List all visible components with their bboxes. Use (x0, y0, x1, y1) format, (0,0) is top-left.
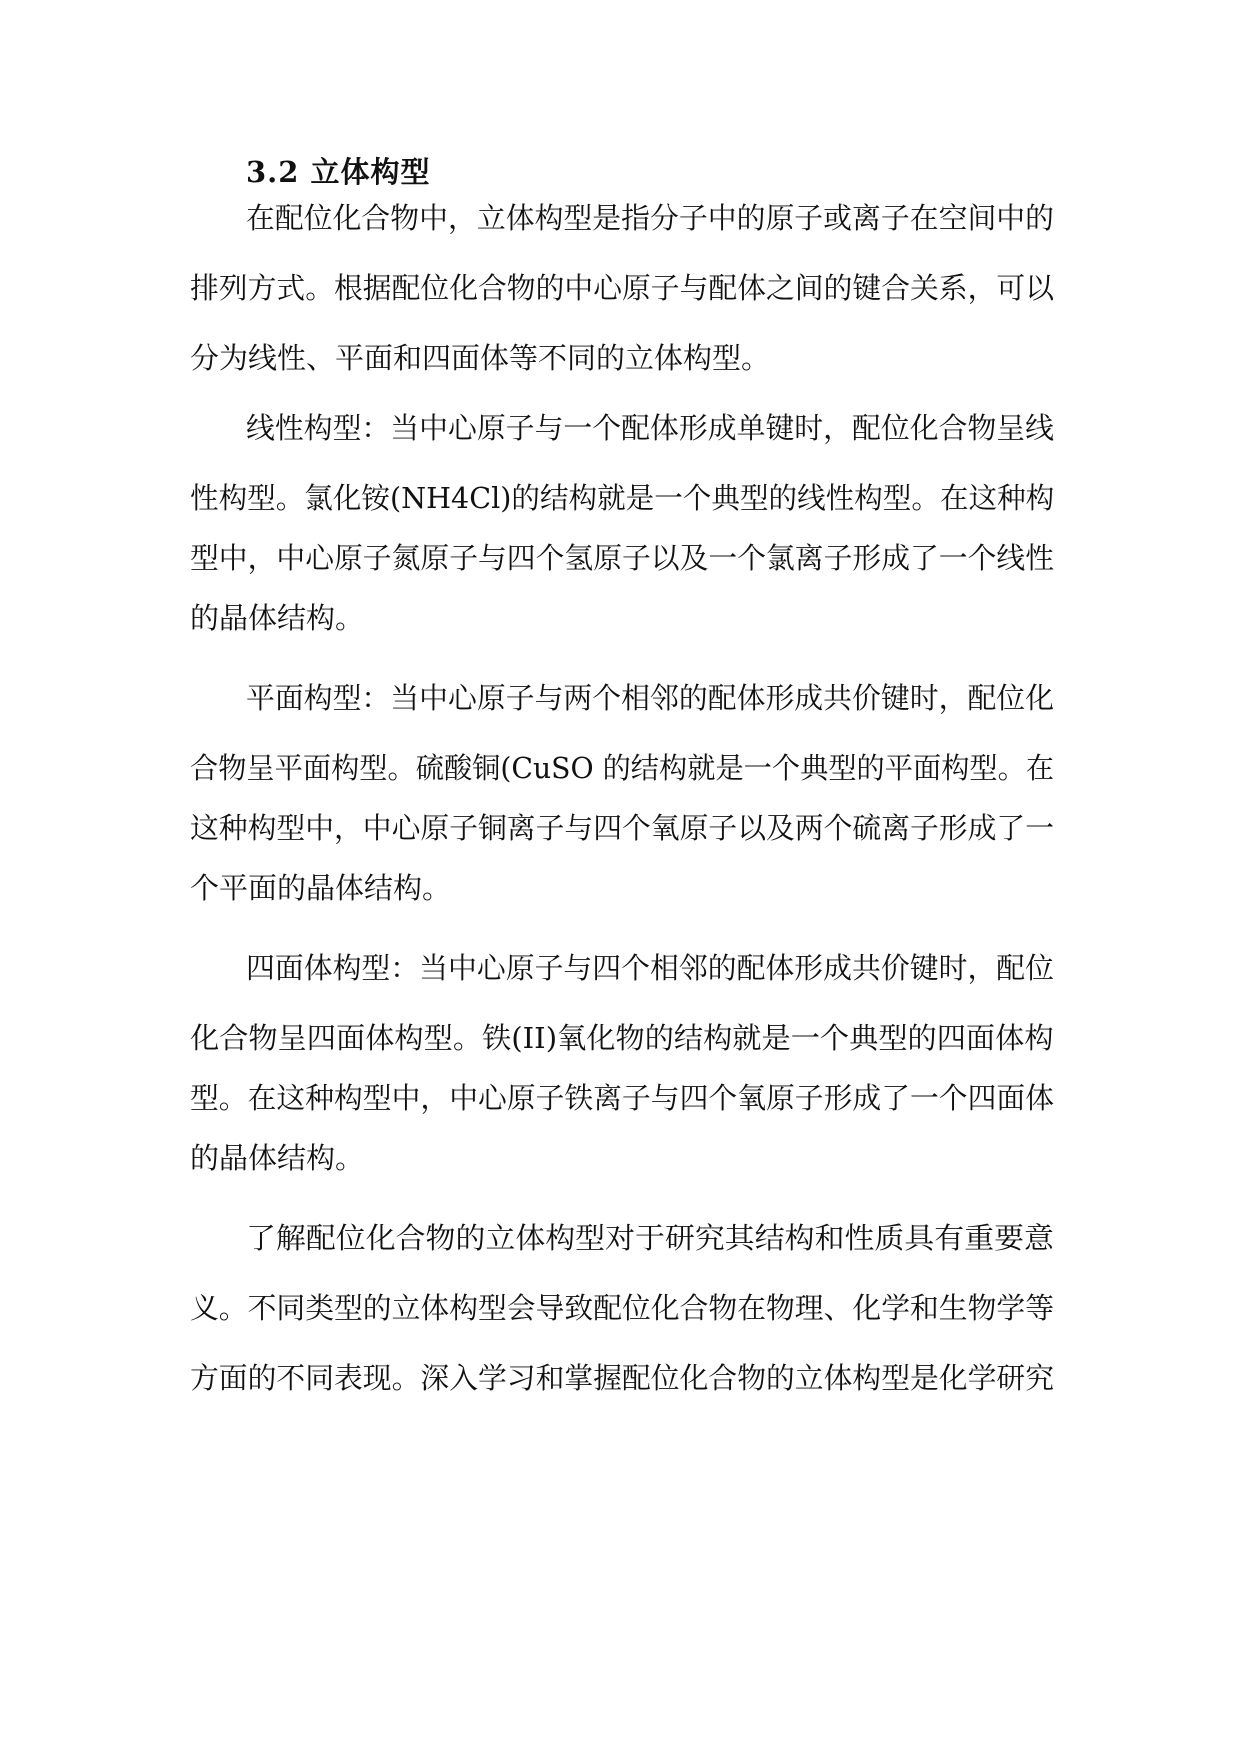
text-line: 平面构型：当中心原子与两个相邻的配体形成共价键时，配位化 (246, 681, 1055, 715)
text-line: 分为线性、平面和四面体等不同的立体构型。 (190, 341, 771, 375)
text-line: 性构型。氯化铵(NH4Cl)的结构就是一个典型的线性构型。在这种构 (190, 481, 1055, 515)
text-line: 线性构型：当中心原子与一个配体形成单键时，配位化合物呈线 (246, 411, 1055, 445)
text-line: 的晶体结构。 (190, 1141, 365, 1175)
text-line: 在配位化合物中，立体构型是指分子中的原子或离子在空间中的 (246, 201, 1055, 235)
text-line: 方面的不同表现。深入学习和掌握配位化合物的立体构型是化学研究 (190, 1361, 1055, 1395)
text-line: 了解配位化合物的立体构型对于研究其结构和性质具有重要意 (246, 1221, 1054, 1255)
text-line: 型中，中心原子氮原子与四个氢原子以及一个氯离子形成了一个线性 (190, 541, 1055, 575)
text-line: 这种构型中，中心原子铜离子与四个氧原子以及两个硫离子形成了一 (190, 811, 1055, 845)
text-line: 四面体构型：当中心原子与四个相邻的配体形成共价键时，配位 (246, 951, 1055, 985)
text-line: 型。在这种构型中，中心原子铁离子与四个氧原子形成了一个四面体 (190, 1081, 1055, 1115)
text-line: 化合物呈四面体构型。铁(II)氧化物的结构就是一个典型的四面体构 (190, 1021, 1054, 1055)
text-line: 义。不同类型的立体构型会导致配位化合物在物理、化学和生物学等 (190, 1291, 1055, 1325)
text-line: 合物呈平面构型。硫酸铜(CuSO 的结构就是一个典型的平面构型。在 (190, 751, 1055, 785)
text-line: 排列方式。根据配位化合物的中心原子与配体之间的键合关系，可以 (190, 271, 1055, 305)
section-heading: 3.2 立体构型 (246, 155, 431, 189)
text-line: 个平面的晶体结构。 (190, 871, 452, 905)
text-line: 的晶体结构。 (190, 601, 365, 635)
